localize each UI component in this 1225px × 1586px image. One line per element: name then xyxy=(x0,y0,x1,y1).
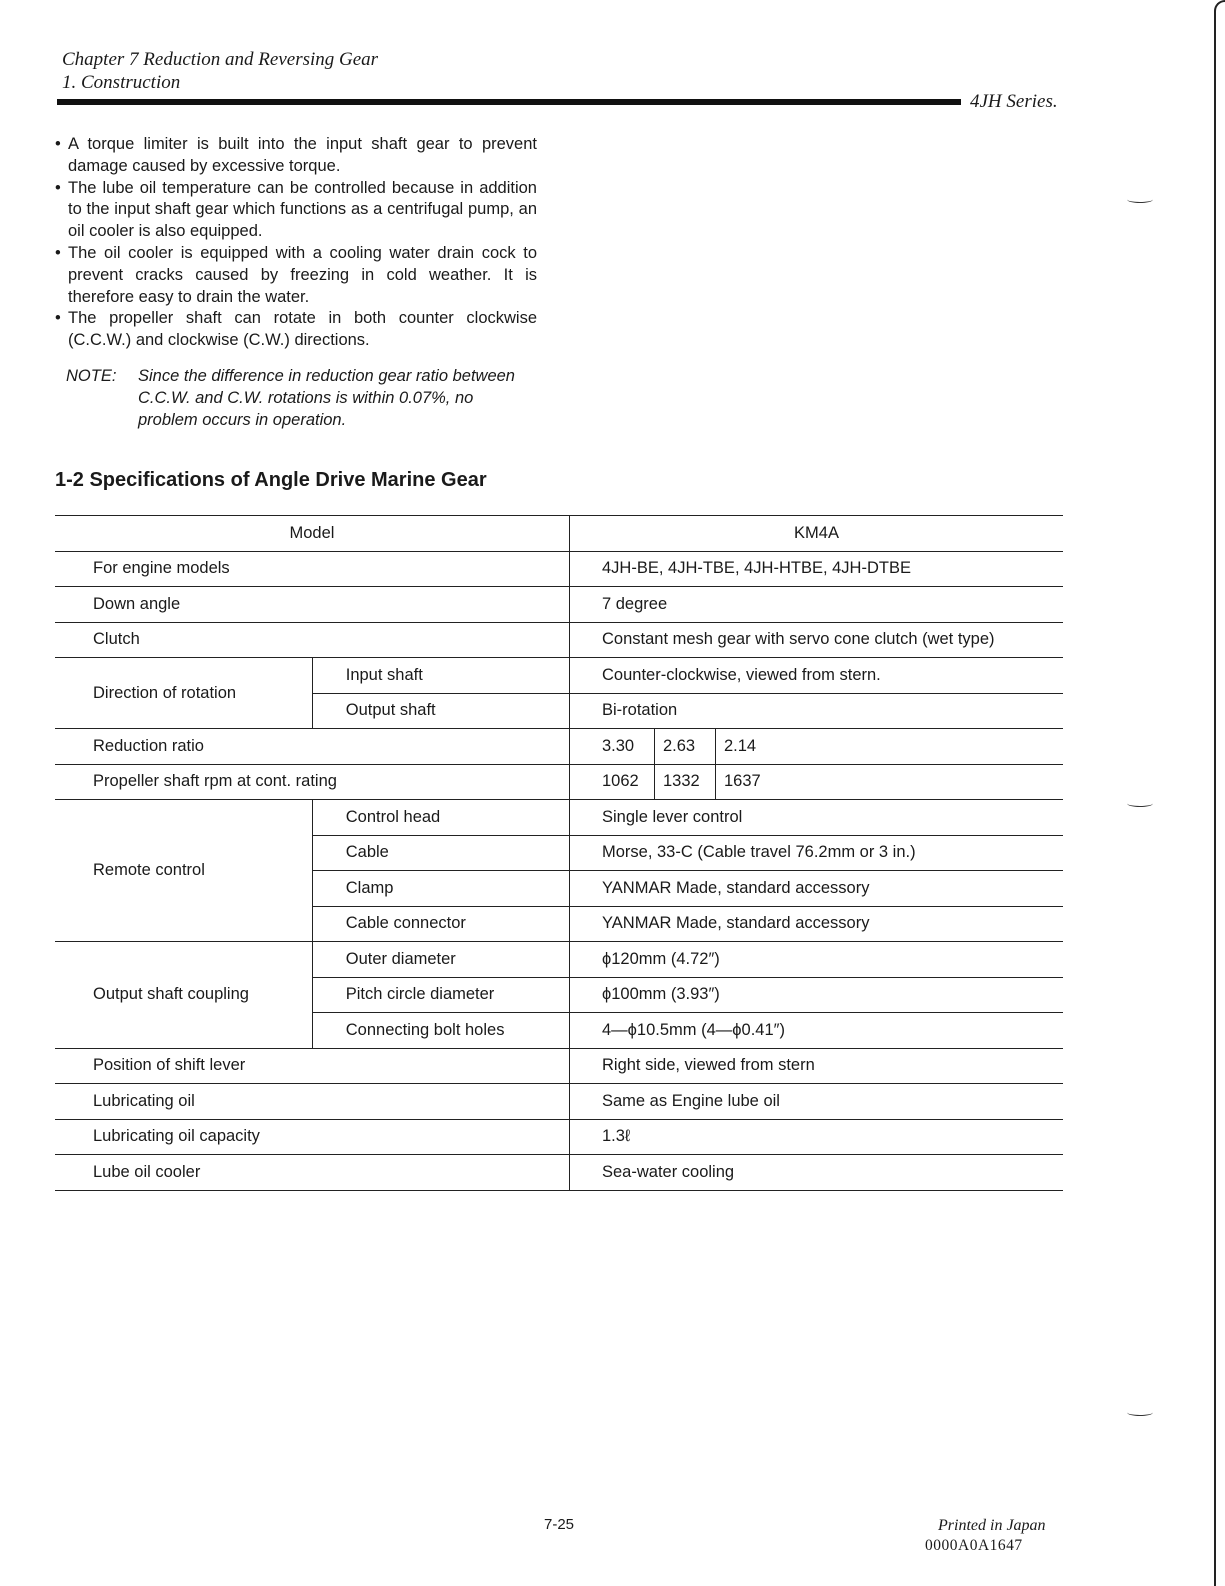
binding-mark xyxy=(1127,196,1153,203)
table-row: Output shaft coupling Outer diameter ϕ120mm (4.72″) xyxy=(55,942,1063,978)
page-number: 7-25 xyxy=(544,1516,575,1533)
table-row: Pitch circle diameter ϕ100mm (3.93″) xyxy=(55,977,1063,1013)
model-value: KM4A xyxy=(570,516,1064,552)
list-item: • The propeller shaft can rotate in both counter clockwise (C.C.W.) and clockwise (C.W.) directions. xyxy=(55,309,537,350)
table-row: Position of shift lever Right side, viewed from stern xyxy=(55,1048,1063,1084)
feature-list xyxy=(55,134,537,352)
table-row xyxy=(55,516,1063,552)
header-series: 4JH Series. xyxy=(970,91,1058,112)
table-row: Down angle 7 degree xyxy=(55,587,1063,623)
table-row: For engine models 4JH-BE, 4JH-TBE, 4JH-HTBE, 4JH-DTBE xyxy=(55,551,1063,587)
reduction-values: 3.30 2.63 2.14 xyxy=(570,729,1064,765)
list-item: • A torque limiter is built into the input shaft gear to prevent damage caused by excessive torque. xyxy=(55,135,537,175)
document-code: 0000A0A1647 xyxy=(925,1537,1023,1554)
table-row: Cable Morse, 33-C (Cable travel 76.2mm or 3 in.) xyxy=(55,835,1063,871)
table-row: Output shaft Bi-rotation xyxy=(55,693,1063,729)
table-row: Lubricating oil Same as Engine lube oil xyxy=(55,1084,1063,1120)
header-section: 1. Construction xyxy=(62,72,181,93)
binding-mark xyxy=(1127,800,1153,807)
table-row: Lubricating oil capacity 1.3ℓ xyxy=(55,1119,1063,1155)
note xyxy=(66,366,536,431)
page-edge xyxy=(1214,0,1225,1586)
section-title: 1-2 Specifications of Angle Drive Marine Gear xyxy=(55,469,487,491)
header-chapter: Chapter 7 Reduction and Reversing Gear xyxy=(62,49,379,70)
table-row: Clutch Constant mesh gear with servo cone clutch (wet type) xyxy=(55,622,1063,658)
note-label: NOTE: xyxy=(66,367,117,385)
table-row: Propeller shaft rpm at cont. rating 1062 1332 1637 xyxy=(55,764,1063,800)
note-text: Since the difference in reduction gear ratio between C.C.W. and C.W. rotations is within 0.07%, no problem occurs in operation. xyxy=(138,367,515,429)
table-row: Direction of rotation Input shaft Counter-clockwise, viewed from stern. xyxy=(55,658,1063,694)
table-row: Lube oil cooler Sea-water cooling xyxy=(55,1155,1063,1191)
printed-in: Printed in Japan xyxy=(938,1517,1046,1534)
table-row: Connecting bolt holes 4—ϕ10.5mm (4—ϕ0.41″) xyxy=(55,1013,1063,1049)
table-row: Reduction ratio 3.30 2.63 2.14 xyxy=(55,729,1063,765)
table-row: Clamp YANMAR Made, standard accessory xyxy=(55,871,1063,907)
model-label: Model xyxy=(55,516,570,552)
rpm-values: 1062 1332 1637 xyxy=(570,764,1064,800)
binding-mark xyxy=(1127,1409,1153,1416)
table-row: Cable connector YANMAR Made, standard accessory xyxy=(55,906,1063,942)
header-rule xyxy=(57,99,961,105)
table-row: Remote control Control head Single lever control xyxy=(55,800,1063,836)
list-item: • The lube oil temperature can be controlled because in addition to the input shaft gear which functions as a centrifugal pump, an oil cooler is also equipped. xyxy=(55,178,537,241)
spec-table xyxy=(55,515,1063,1191)
list-item: • The oil cooler is equipped with a cooling water drain cock to prevent cracks caused by freezing in cold weather. It is therefore easy to drain the water. xyxy=(55,243,537,306)
